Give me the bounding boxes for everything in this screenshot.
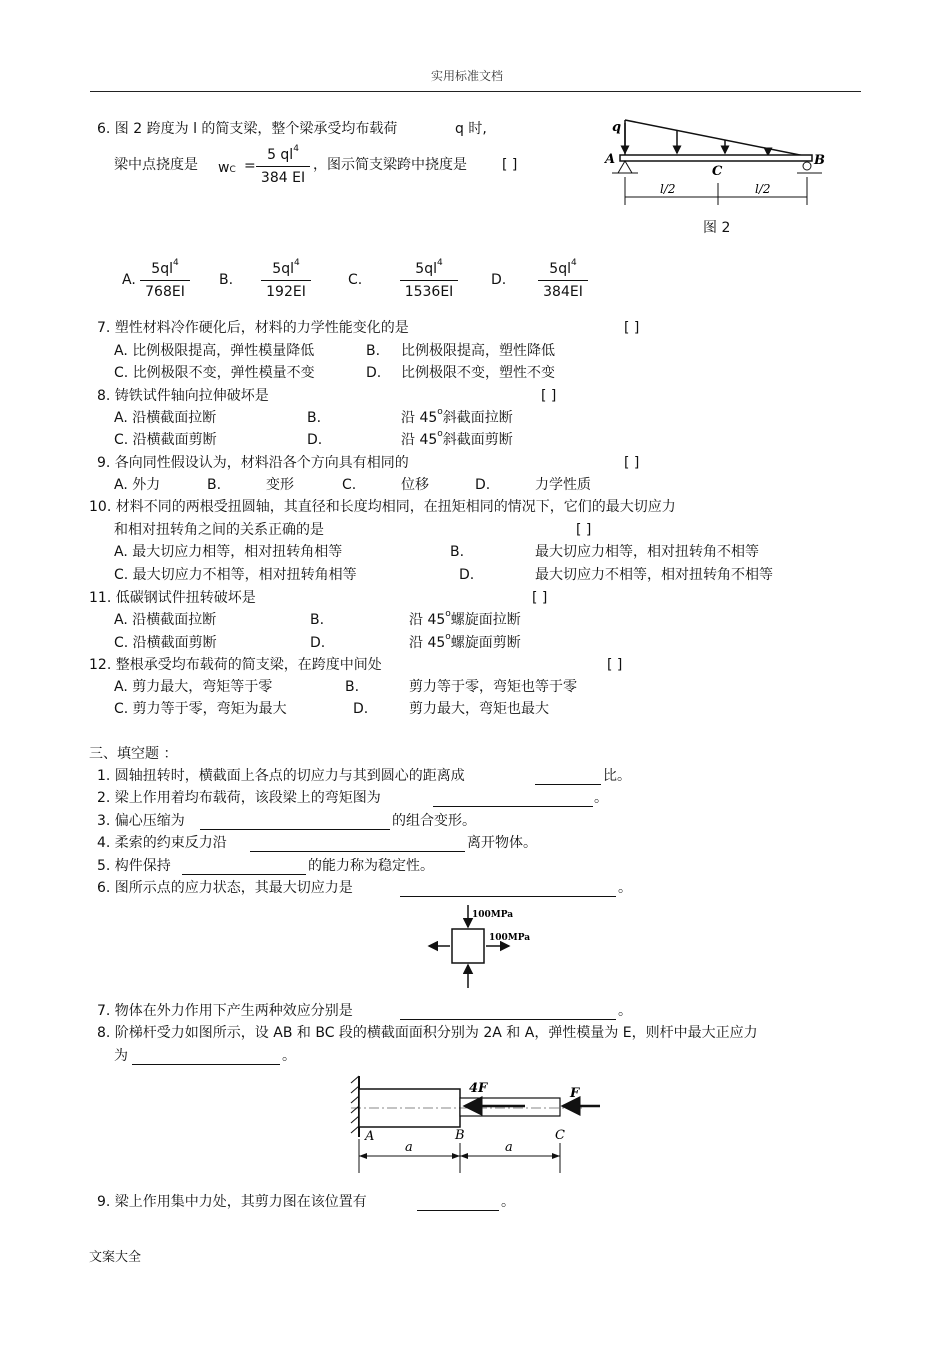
q10-option-B: 最大切应力相等，相对扭转角不相等 [535, 544, 759, 560]
q10-bracket: [ ] [576, 522, 592, 538]
fill-6-end: 。 [618, 880, 632, 896]
q6-bracket: [ ] [502, 157, 518, 173]
header-rule [90, 91, 861, 92]
q12-option-D: 剪力最大，弯矩也最大 [409, 701, 549, 717]
fill-4-end: 离开物体。 [467, 835, 537, 851]
q7-option-D-letter: D. [366, 365, 382, 381]
bar-F-label: F [570, 1086, 580, 1101]
q10-option-C: C. 最大切应力不相等，相对扭转角相等 [114, 567, 357, 583]
q12-option-C: C. 剪力等于零，弯矩为最大 [114, 701, 287, 717]
q6-line1: 6. 图 2 跨度为 l 的简支梁，整个梁承受均布载荷 [97, 121, 398, 137]
fill-3-end: 的组合变形。 [392, 813, 476, 829]
fill-6-blank[interactable] [400, 896, 616, 897]
fill-section-title: 三、填空题 ： [89, 746, 178, 762]
q6-option-C: $5ql^4$ 1536EI [400, 262, 458, 299]
q11-option-B-letter: B. [310, 612, 325, 628]
fill-2-blank[interactable] [433, 806, 593, 807]
q7-option-A: A. 比例极限提高，弹性模量降低 [114, 343, 315, 359]
bar-a1-label: a [405, 1140, 413, 1155]
q12-option-B-letter: B. [345, 679, 360, 695]
q9-option-B: 变形 [266, 477, 294, 493]
figure-2-caption: 图 2 [703, 220, 731, 236]
fill-7-blank[interactable] [400, 1019, 616, 1020]
fill-8-wei: 为 [114, 1048, 128, 1064]
fill-7-end: 。 [618, 1003, 632, 1019]
q7-stem: 7. 塑性材料冷作硬化后，材料的力学性能变化的是 [97, 320, 409, 336]
q11-option-A: A. 沿横截面拉断 [114, 612, 217, 628]
fill-3-text: 3. 偏心压缩为 [97, 813, 185, 829]
bar-A-label: A [365, 1129, 375, 1144]
page-footer: 文案大全 [89, 1250, 142, 1265]
bar-4F-label: 4F [469, 1081, 488, 1096]
q6-option-B-letter: B. [219, 272, 234, 288]
fill-2-text: 2. 梁上作用着均布载荷，该段梁上的弯矩图为 [97, 790, 381, 806]
stress-top-label: 100MPa [472, 910, 514, 920]
q11-option-D: 沿 45$^o$螺旋面剪断 [409, 632, 521, 651]
q9-stem: 9. 各向同性假设认为，材料沿各个方向具有相同的 [97, 455, 409, 471]
q6-option-A: $5ql^4$ 768EI [140, 262, 190, 299]
q6-option-B: $5ql^4$ 192EI [261, 262, 311, 299]
fill-5-end: 的能力称为稳定性。 [308, 858, 434, 874]
q6-line2: 梁中点挠度是 [114, 157, 198, 173]
figure-2-beam [600, 115, 840, 215]
q9-bracket: [ ] [624, 455, 640, 471]
fig2-B-label: B [814, 153, 825, 168]
fill-2-end: 。 [594, 790, 608, 806]
q9-option-C: 位移 [401, 477, 429, 493]
q6-option-A-letter: A. [122, 272, 136, 288]
q6-line2-rest: ，图示简支梁跨中挠度是 [313, 157, 467, 173]
q12-stem: 12. 整根承受均布载荷的简支梁，在跨度中间处 [89, 657, 382, 673]
q7-option-B: 比例极限提高，塑性降低 [401, 343, 555, 359]
fill-4-text: 4. 柔索的约束反力沿 [97, 835, 227, 851]
fill-6-text: 6. 图所示点的应力状态，其最大切应力是 [97, 880, 353, 896]
fill-1-text: 1. 圆轴扭转时，横截面上各点的切应力与其到圆心的距离成 [97, 768, 465, 784]
q6-option-D-letter: D. [491, 272, 507, 288]
fill-7-text: 7. 物体在外力作用下产生两种效应分别是 [97, 1003, 353, 1019]
q10-option-A: A. 最大切应力相等，相对扭转角相等 [114, 544, 343, 560]
q6-option-D: $5ql^4$ 384EI [538, 262, 588, 299]
q8-option-B-letter: B. [307, 410, 322, 426]
fill-9-text: 9. 梁上作用集中力处，其剪力图在该位置有 [97, 1194, 367, 1210]
q7-option-C: C. 比例极限不变，弹性模量不变 [114, 365, 315, 381]
q10-stem-2: 和相对扭转角之间的关系正确的是 [114, 522, 324, 538]
fill-1-end: 比。 [603, 768, 631, 784]
bar-B-label: B [455, 1128, 465, 1143]
q12-option-B: 剪力等于零，弯矩也等于零 [409, 679, 577, 695]
q9-option-D-letter: D. [475, 477, 491, 493]
q11-option-B: 沿 45$^o$螺旋面拉断 [409, 609, 521, 628]
q6-option-C-letter: C. [348, 272, 363, 288]
q8-option-C: C. 沿横截面剪断 [114, 432, 217, 448]
q9-option-B-letter: B. [207, 477, 222, 493]
q8-option-A: A. 沿横截面拉断 [114, 410, 217, 426]
q6-wc: wC [218, 160, 236, 176]
q8-option-B: 沿 45$^o$斜截面拉断 [401, 407, 513, 426]
q11-option-D-letter: D. [310, 635, 326, 651]
fill-1-blank[interactable] [535, 784, 601, 785]
fill-9-end: 。 [501, 1194, 515, 1210]
fig2-A-label: A [605, 152, 616, 167]
q7-option-D: 比例极限不变，塑性不变 [401, 365, 555, 381]
fill-4-blank[interactable] [250, 851, 465, 852]
fill-3-blank[interactable] [200, 829, 390, 830]
q12-bracket: [ ] [607, 657, 623, 673]
q11-bracket: [ ] [532, 590, 548, 606]
q7-bracket: [ ] [624, 320, 640, 336]
fill-8-end: 。 [282, 1048, 296, 1064]
q11-option-C: C. 沿横截面剪断 [114, 635, 217, 651]
q12-option-A: A. 剪力最大，弯矩等于零 [114, 679, 273, 695]
q11-stem: 11. 低碳钢试件扭转破坏是 [89, 590, 256, 606]
fig2-half2-label: l/2 [755, 182, 771, 196]
q6-line1-end: q 时, [455, 121, 487, 137]
q9-option-C-letter: C. [342, 477, 357, 493]
q7-option-B-letter: B. [366, 343, 381, 359]
bar-C-label: C [555, 1128, 565, 1143]
fill-8-text: 8. 阶梯杆受力如图所示，设 AB 和 BC 段的横截面面积分别为 2A 和 A，弹性模量为 E，则杆中最大正应力 [97, 1025, 758, 1041]
q10-option-D: 最大切应力不相等，相对扭转角不相等 [535, 567, 773, 583]
fill-8-blank[interactable] [132, 1064, 280, 1065]
q10-option-B-letter: B. [450, 544, 465, 560]
q8-option-D-letter: D. [307, 432, 323, 448]
q10-stem-1: 10. 材料不同的两根受扭圆轴，其直径和长度均相同，在扭矩相同的情况下，它们的最大切应力 [89, 499, 676, 515]
q9-option-A: A. 外力 [114, 477, 161, 493]
q8-option-D: 沿 45$^o$斜截面剪断 [401, 429, 513, 448]
q8-stem: 8. 铸铁试件轴向拉伸破坏是 [97, 388, 269, 404]
stress-element-figure [425, 902, 545, 992]
q6-wc-fraction: 5 $ql^4$ 384 EI [256, 148, 310, 185]
q9-option-D: 力学性质 [535, 477, 591, 493]
fig2-C-label: C [712, 164, 723, 179]
q6-eq: = [244, 158, 256, 174]
fig2-half1-label: l/2 [660, 182, 676, 196]
fig2-q-label: q [612, 120, 622, 135]
stepped-bar-figure [345, 1073, 610, 1175]
fill-5-text: 5. 构件保持 [97, 858, 171, 874]
q8-bracket: [ ] [541, 388, 557, 404]
q12-option-D-letter: D. [353, 701, 369, 717]
q10-option-D-letter: D. [459, 567, 475, 583]
stress-right-label: 100MPa [489, 933, 531, 943]
bar-a2-label: a [505, 1140, 513, 1155]
fill-9-blank[interactable] [417, 1210, 499, 1211]
fill-5-blank[interactable] [182, 874, 306, 875]
page-header: 实用标准文档 [431, 69, 504, 83]
